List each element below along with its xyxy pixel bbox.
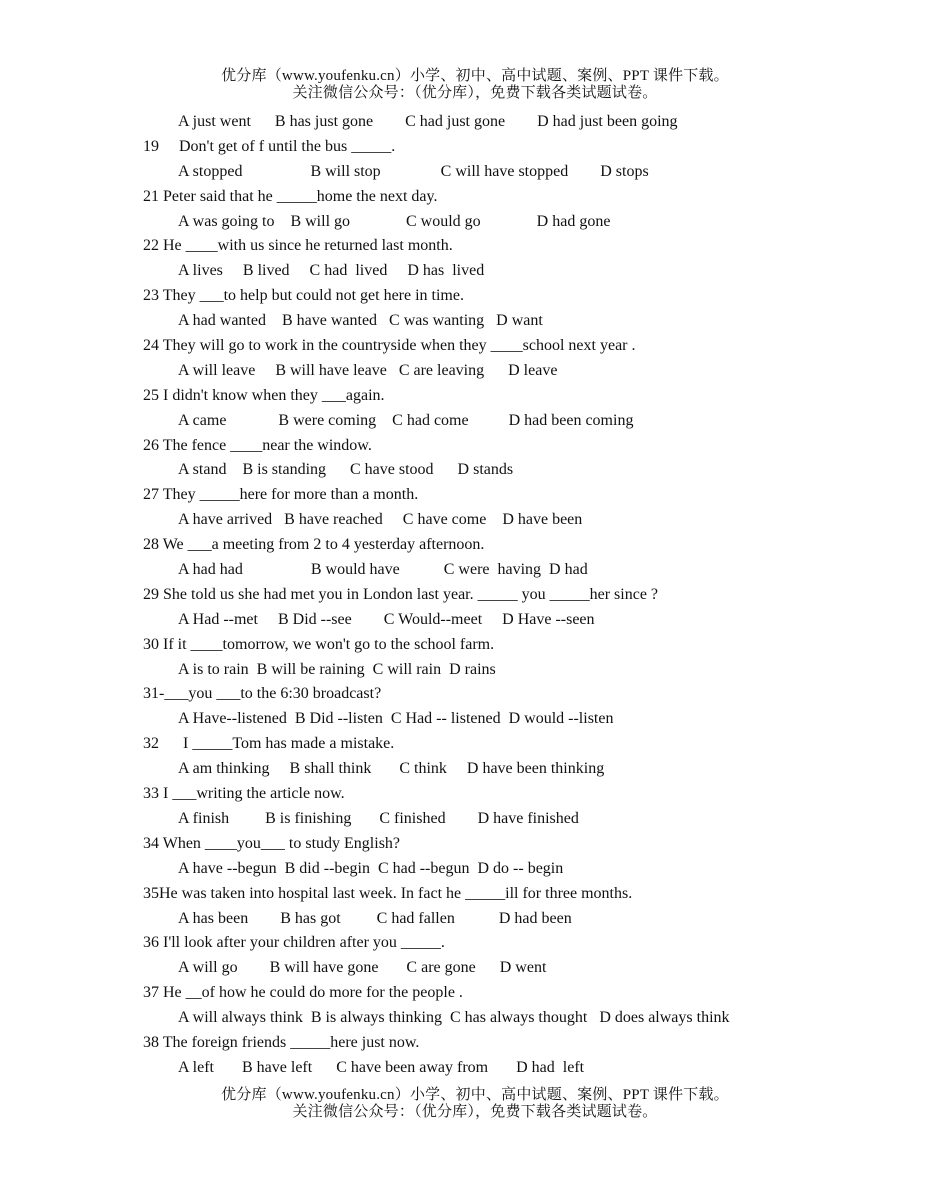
answer-options: A just went B has just gone C had just gone D had just been going	[178, 113, 678, 130]
answer-options: A will go B will have gone C are gone D went	[178, 959, 547, 977]
question-stem: 24 They will go to work in the countryside when they ____school next year .	[143, 337, 636, 355]
question-stem: 30 If it ____tomorrow, we won't go to the school farm.	[143, 635, 495, 653]
question-stem: 34 When ____you___ to study English?	[143, 834, 401, 852]
question-stem: 23 They ___to help but could not get here in time.	[143, 287, 464, 305]
footer-line-2: 关注微信公众号：（优分库），免费下载各类试题试卷。	[292, 1104, 658, 1120]
question-stem: 28 We ___a meeting from 2 to 4 yesterday afternoon.	[143, 536, 485, 554]
question-stem: 35He was taken into hospital last week. In fact he _____ill for three months.	[143, 884, 633, 902]
answer-options: A left B have left C have been away from D had left	[178, 1058, 585, 1076]
header-line-1: 优分库（www.youfenku.cn）小学、初中、高中试题、案例、PPT 课件下载。	[221, 68, 729, 84]
answer-options: A has been B has got C had fallen D had been	[178, 909, 572, 927]
question-stem: 31-___you ___to the 6:30 broadcast?	[143, 685, 382, 703]
answer-options: A was going to B will go C would go D had gone	[178, 212, 611, 230]
question-stem: 26 The fence ____near the window.	[143, 436, 372, 454]
answer-options: A had had B would have C were having D had	[178, 561, 588, 579]
answer-options: A will always think B is always thinking C has always thought D does always think	[178, 1009, 730, 1027]
question-stem: 37 He __of how he could do more for the people .	[143, 984, 463, 1002]
page-footer	[0, 1087, 950, 1121]
answer-options: A have arrived B have reached C have come D have been	[178, 511, 583, 529]
answer-options: A am thinking B shall think C think D have been thinking	[178, 760, 605, 778]
question-stem: 19 Don't get of f until the bus _____.	[143, 137, 396, 155]
footer-line-1: 优分库（www.youfenku.cn）小学、初中、高中试题、案例、PPT 课件下载。	[221, 1087, 729, 1103]
question-stem: 25 I didn't know when they ___again.	[143, 386, 385, 404]
answer-options: A finish B is finishing C finished D have finished	[178, 809, 579, 827]
answer-options: A had wanted B have wanted C was wanting D want	[178, 312, 543, 330]
answer-options: A Have--listened B Did --listen C Had -- listened D would --listen	[178, 710, 614, 728]
question-stem: 29 She told us she had met you in London last year. _____ you _____her since ?	[143, 585, 659, 603]
answer-options: A lives B lived C had lived D has lived	[178, 262, 485, 280]
answer-options: A stopped B will stop C will have stopped D stops	[178, 162, 649, 180]
page-header	[0, 68, 950, 102]
question-stem: 27 They _____here for more than a month.	[143, 486, 419, 504]
question-stem: 22 He ____with us since he returned last month.	[143, 237, 453, 255]
question-stem: 36 I'll look after your children after you _____.	[143, 934, 445, 952]
question-stem: 33 I ___writing the article now.	[143, 785, 345, 803]
question-stem: 21 Peter said that he _____home the next day.	[143, 187, 438, 205]
question-stem: 38 The foreign friends _____here just now.	[143, 1033, 420, 1051]
answer-options: A stand B is standing C have stood D stands	[178, 461, 514, 479]
answer-options: A is to rain B will be raining C will rain D rains	[178, 660, 496, 678]
answer-options: A Had --met B Did --see C Would--meet D Have --seen	[178, 610, 595, 628]
header-line-2: 关注微信公众号：（优分库），免费下载各类试题试卷。	[292, 85, 658, 101]
question-stem: 32 I _____Tom has made a mistake.	[143, 735, 395, 753]
question-list	[143, 110, 933, 1081]
answer-options: A came B were coming C had come D had been coming	[178, 411, 634, 429]
answer-options: A will leave B will have leave C are leaving D leave	[178, 361, 558, 379]
answer-options: A have --begun B did --begin C had --begun D do -- begin	[178, 859, 564, 877]
